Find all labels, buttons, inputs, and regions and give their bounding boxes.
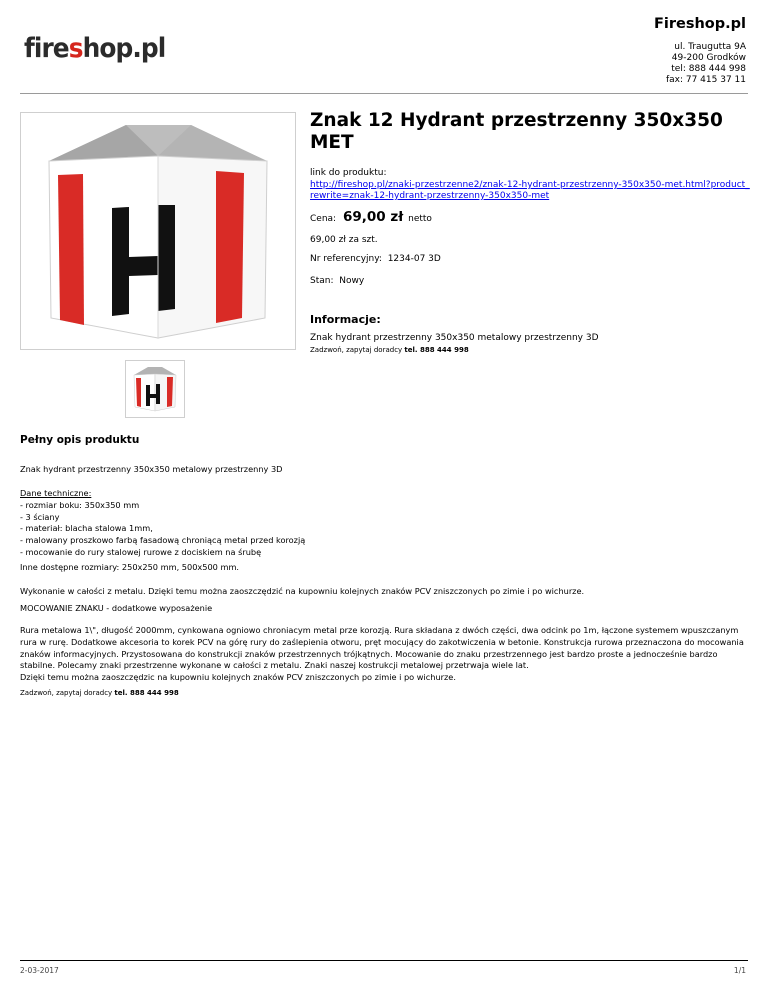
mounting-line: rura w rurę. Dodatkowe akcesoria to korek PCV na górę rury do zaślepienia otworu, pręt mocujący do zakotwiczenia w betonie. Konstrukcja rurowa przeznaczona do mocowania — [20, 636, 744, 647]
header-divider — [20, 93, 748, 94]
mounting-description — [20, 625, 748, 684]
product-title: Znak 12 Hydrant przestrzenny 350x350 MET — [310, 110, 723, 153]
unit-price: 69,00 zł za szt. — [310, 235, 378, 245]
mounting-line: znaków informacyjnych. Przystosowana do konstrukcji znaków przestrzennych trójkątnych. Mocowanie do znaku przestrzennego jest bardzo proste a jednocześnie bardzo — [20, 648, 718, 659]
shop-address — [666, 42, 746, 86]
mounting-line: stabilne. Polecamy znaki przestrzenne wykonane w całości z metalu. Znaki naszej kostrukcji metalowej przetrwaja wiele lat. — [20, 660, 529, 671]
price-suffix: netto — [408, 214, 432, 224]
reference-value: 1234-07 3D — [387, 254, 441, 264]
tech-item: - rozmiar boku: 350x350 mm — [20, 499, 140, 510]
info-contact — [310, 346, 469, 354]
state-row — [310, 276, 364, 286]
product-link[interactable]: http://fireshop.pl/znaki-przestrzenne2/znak-12-hydrant-przestrzenny-350x350-met.html?product_rewrite=znak-12-hydrant-przestrzenny-350x350-met — [310, 180, 750, 201]
info-text: Znak hydrant przestrzenny 350x350 metalowy przestrzenny 3D — [310, 333, 599, 343]
price-value: 69,00 zł — [342, 209, 404, 225]
tech-item: - malowany proszkowo farbą fasadową chroniącą metal przed korozją — [20, 535, 306, 546]
reference-row — [310, 254, 441, 264]
tech-heading: Dane techniczne: — [20, 488, 92, 498]
tech-specs — [20, 488, 748, 559]
hydrant-sign-image — [21, 113, 295, 349]
state-label: Stan: — [310, 276, 334, 286]
tech-item: - mocowanie do rury stalowej rurowe z dociskiem na śrubę — [20, 546, 262, 557]
contact-phone: tel. 888 444 998 — [114, 689, 179, 697]
product-thumbnail[interactable] — [125, 360, 185, 418]
product-link-label: link do produktu: — [310, 168, 387, 178]
footer-date: 2-03-2017 — [20, 966, 59, 975]
address-fax: fax: 77 415 37 11 — [665, 75, 746, 85]
reference-label: Nr referencyjny: — [310, 254, 382, 264]
fireshop-logo[interactable]: fireshop.pl — [24, 33, 166, 64]
product-main-image[interactable] — [20, 112, 296, 350]
hydrant-sign-thumbnail — [126, 361, 184, 417]
other-sizes: Inne dostępne rozmiary: 250x250 mm, 500x500 mm. — [20, 562, 240, 572]
footer-page-number: 1/1 — [733, 966, 746, 975]
footer-divider — [20, 960, 748, 961]
metal-note: Wykonanie w całości z metalu. Dzięki temu można zaoszczędzić na kupowniu kolejnych znaków PCV zniszczonych po zimie i po wichurze. — [20, 586, 585, 596]
contact-phone: tel. 888 444 998 — [404, 346, 469, 354]
contact-prefix: Zadzwoń, zapytaj doradcy — [20, 689, 113, 697]
address-phone: tel: 888 444 998 — [671, 64, 746, 74]
shop-name: Fireshop.pl — [653, 16, 746, 32]
tech-item: - materiał: blacha stalowa 1mm, — [20, 523, 153, 534]
state-value: Nowy — [339, 276, 365, 286]
tech-item: - 3 ściany — [20, 511, 60, 522]
contact-prefix: Zadzwoń, zapytaj doradcy — [310, 346, 403, 354]
price-row — [310, 209, 432, 225]
mounting-heading: MOCOWANIE ZNAKU - dodatkowe wyposażenie — [20, 603, 213, 613]
address-street: ul. Traugutta 9A — [674, 42, 746, 52]
info-heading: Informacje: — [310, 313, 381, 326]
address-city: 49-200 Grodków — [671, 53, 746, 63]
description-intro: Znak hydrant przestrzenny 350x350 metalowy przestrzenny 3D — [20, 464, 283, 474]
description-contact — [20, 689, 179, 697]
mounting-line: Rura metalowa 1\", długość 2000mm, cynkowana ogniowo chroniacym metal prze korozją. Rura składana z dwóch części, dwa odcink po 1m, łączone systemem wpuszczanym — [20, 625, 739, 635]
price-label: Cena: — [310, 214, 337, 224]
mounting-line: Dzięki temu można zaoszczędzic na kupowniu kolejnych znaków PCV zniszczonych po zimie i po wichurze. — [20, 672, 456, 683]
description-heading: Pełny opis produktu — [20, 434, 140, 446]
